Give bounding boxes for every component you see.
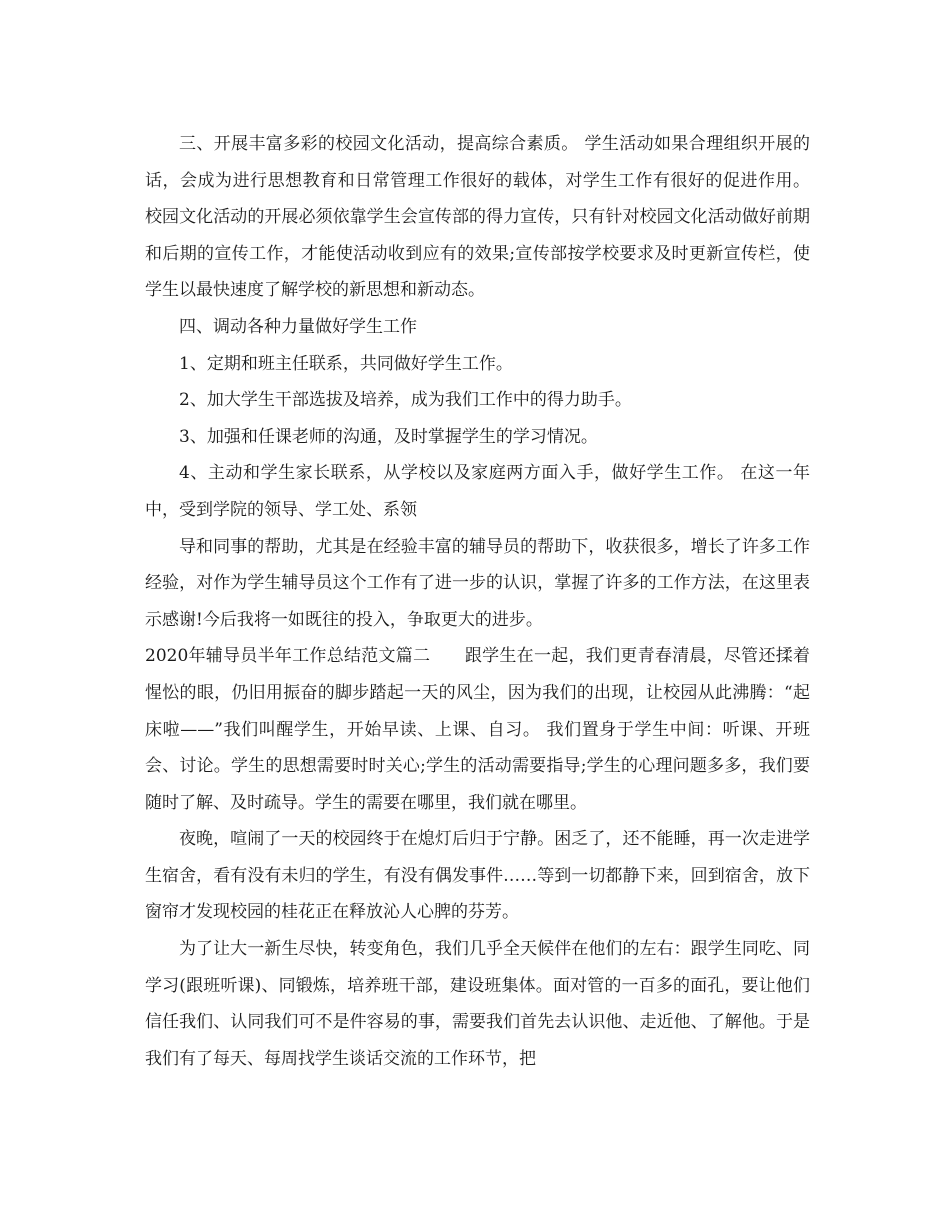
list-item-2: 2、加大学生干部选拔及培养，成为我们工作中的得力助手。 (179, 390, 632, 411)
list-item-1: 1、定期和班主任联系，共同做好学生工作。 (179, 353, 513, 374)
list-item-3: 3、加强和任课老师的沟通，及时掌握学生的学习情况。 (179, 426, 598, 447)
paragraph-thanks: 导和同事的帮助，尤其是在经验丰富的辅导员的帮助下，收获很多，增长了许多工作经验，对作为学生辅导员这个工作有了进一步的认识，掌握了许多的工作方法，在这里表示感谢!今后我将一如既往的投入，争取更大的进步。 (145, 536, 810, 630)
paragraph-article-two: 2020年辅导员半年工作总结范文篇二 跟学生在一起，我们更青春清晨，尽管还揉着惺忪的眼，仍旧用振奋的脚步踏起一天的风尘，因为我们的出现，让校园从此沸腾：“起床啦——”我们叫醒学生，开始早读、上课、自习。 我们置身于学生中间：听课、开班会、讨论。学生的思想需要时时关心;学生的活动需要指导;学生的心理问题多多，我们要随时了解、及时疏导。学生的需要在哪里，我们就在哪里。 (145, 646, 810, 813)
document-body (145, 126, 810, 1077)
paragraph-freshmen: 为了让大一新生尽快，转变角色，我们几乎全天候伴在他们的左右：跟学生同吃、同学习(跟班听课)、同锻炼，培养班干部，建设班集体。面对管的一百多的面孔，要让他们信任我们、认同我们可不是件容易的事，需要我们首先去认识他、走近他、了解他。于是我们有了每天、每周找学生谈话交流的工作环节，把 (145, 939, 810, 1069)
paragraph-section-three: 三、开展丰富多彩的校园文化活动，提高综合素质。 学生活动如果合理组织开展的话，会成为进行思想教育和日常管理工作很好的载体，对学生工作有很好的促进作用。 校园文化活动的开展必须依靠学生会宣传部的得力宣传，只有针对校园文化活动做好前期和后期的宣传工作，才能使活动收到应有的效果;宣传部按学校要求及时更新宣传栏，使学生以最快速度了解学校的新思想和新动态。 (145, 134, 810, 301)
paragraph-section-four-heading: 四、调动各种力量做好学生工作 (179, 316, 417, 337)
paragraph-night: 夜晚，喧闹了一天的校园终于在熄灯后归于宁静。困乏了，还不能睡，再一次走进学生宿舍，看有没有未归的学生，有没有偶发事件……等到一切都静下来，回到宿舍，放下窗帘才发现校园的桂花正在释放沁人心脾的芬芳。 (145, 829, 810, 923)
list-item-4: 4、主动和学生家长联系，从学校以及家庭两方面入手，做好学生工作。 在这一年中，受到学院的领导、学工处、系领 (145, 463, 810, 520)
